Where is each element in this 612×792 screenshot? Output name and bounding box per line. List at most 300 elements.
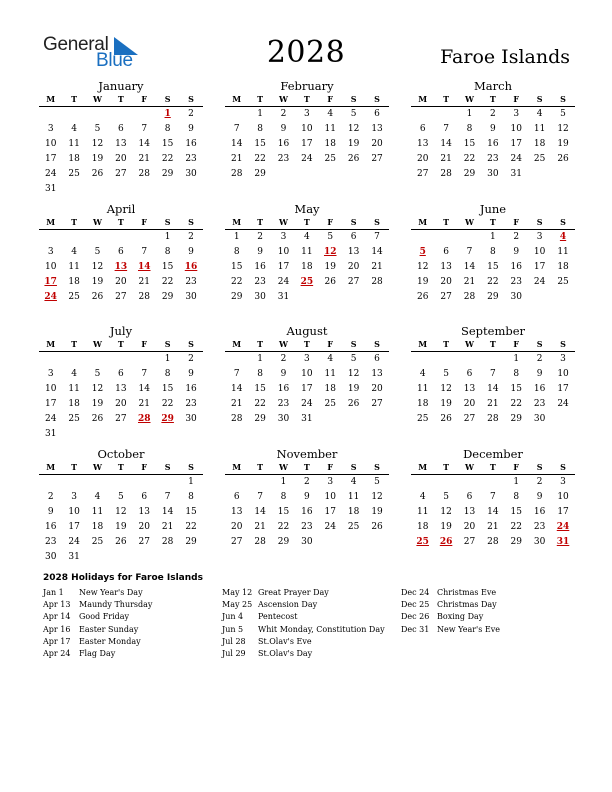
day-cell: 29: [185, 537, 197, 547]
day-cell: 20: [230, 522, 243, 532]
month-october: [39, 447, 203, 565]
weekday-header: S: [164, 339, 171, 349]
day-cell: 26: [91, 414, 104, 424]
day-cell: 21: [161, 522, 174, 532]
day-cell: 18: [324, 384, 336, 394]
day-cell: 4: [327, 354, 334, 364]
holiday-name: Pentecost: [258, 612, 298, 622]
month-title: April: [106, 202, 136, 216]
weekday-header: S: [374, 217, 380, 227]
day-cell: 8: [490, 247, 496, 257]
calendar-year: 2028: [266, 35, 346, 70]
week-row: [411, 382, 575, 397]
day-cell: 8: [513, 369, 520, 379]
month-september: [411, 324, 575, 427]
holiday-date: Apr 24: [43, 648, 71, 658]
day-cell: 28: [230, 414, 243, 424]
month-january: [39, 79, 203, 197]
day-cell: 19: [91, 399, 104, 409]
empty-day-cell: [342, 412, 365, 427]
month-august: [225, 324, 389, 427]
weekday-header: S: [350, 217, 357, 227]
day-cell: 29: [254, 169, 266, 179]
day-cell: 31: [510, 169, 522, 179]
day-cell: 4: [350, 477, 357, 487]
day-cell: 3: [47, 369, 54, 379]
day-cell: 15: [254, 139, 266, 149]
holiday-day-cell: 12: [323, 247, 337, 257]
empty-day-cell: [365, 167, 388, 182]
day-cell: 17: [44, 154, 57, 164]
day-cell: 2: [513, 232, 520, 242]
month-june: [411, 202, 575, 305]
day-cell: 14: [440, 139, 452, 149]
day-cell: 28: [487, 537, 499, 547]
day-cell: 19: [557, 139, 569, 149]
day-cell: 3: [536, 232, 543, 242]
day-cell: 5: [350, 109, 357, 119]
month-title: October: [97, 447, 145, 461]
day-cell: 9: [280, 369, 287, 379]
day-cell: 25: [68, 169, 80, 179]
day-cell: 28: [487, 414, 499, 424]
day-cell: 30: [44, 552, 57, 562]
day-cell: 31: [68, 552, 80, 562]
month-march: [411, 79, 575, 182]
day-cell: 30: [185, 169, 197, 179]
day-cell: 18: [324, 139, 336, 149]
holiday-item: [43, 599, 152, 611]
weekday-header: S: [350, 462, 357, 472]
day-cell: 13: [440, 262, 452, 272]
week-row: [411, 475, 575, 490]
week-row: [225, 505, 389, 520]
day-cell: 6: [118, 247, 124, 257]
empty-day-cell: [319, 290, 342, 305]
day-cell: 26: [557, 154, 569, 164]
weekday-header: M: [418, 339, 428, 349]
week-row: [39, 490, 203, 505]
weekday-header: T: [71, 94, 78, 104]
weekday-header: S: [374, 94, 380, 104]
day-cell: 15: [487, 262, 499, 272]
holiday-date: Jan 1: [43, 588, 64, 597]
empty-day-cell: [133, 475, 156, 490]
day-cell: 29: [254, 414, 266, 424]
day-cell: 5: [560, 109, 566, 119]
month-title: May: [294, 202, 320, 216]
holiday-name: Ascension Day: [258, 600, 318, 610]
day-cell: 10: [68, 507, 80, 517]
day-cell: 22: [230, 277, 243, 287]
day-cell: 16: [185, 384, 197, 394]
holiday-date: Apr 14: [43, 612, 71, 622]
holiday-column: [222, 587, 385, 660]
empty-day-cell: [342, 290, 365, 305]
week-row: [411, 290, 575, 305]
day-cell: 16: [185, 139, 197, 149]
day-cell: 30: [277, 414, 290, 424]
day-cell: 29: [277, 537, 290, 547]
day-cell: 8: [257, 124, 263, 134]
holiday-item: [43, 624, 152, 636]
empty-day-cell: [458, 352, 481, 367]
day-cell: 10: [44, 384, 57, 394]
day-cell: 19: [371, 507, 383, 517]
day-cell: 17: [277, 262, 290, 272]
day-cell: 6: [118, 369, 124, 379]
weekday-header: S: [536, 462, 543, 472]
weekday-header: M: [418, 94, 428, 104]
month-july: [39, 324, 203, 442]
day-cell: 28: [254, 537, 266, 547]
empty-day-cell: [39, 107, 62, 122]
weekday-header: S: [188, 217, 194, 227]
day-cell: 17: [510, 139, 522, 149]
weekday-header-row: [225, 461, 389, 475]
day-cell: 3: [71, 492, 77, 502]
empty-day-cell: [156, 475, 179, 490]
weekday-header: M: [232, 217, 242, 227]
day-cell: 21: [440, 154, 452, 164]
holiday-name: Boxing Day: [437, 612, 484, 622]
day-cell: 14: [487, 384, 499, 394]
empty-day-cell: [86, 475, 109, 490]
weekday-header: S: [164, 462, 171, 472]
day-cell: 1: [280, 477, 287, 487]
day-cell: 23: [254, 277, 266, 287]
day-cell: 6: [466, 492, 473, 502]
day-cell: 21: [487, 399, 499, 409]
holiday-name: Flag Day: [79, 648, 116, 658]
weekday-header: S: [536, 217, 543, 227]
day-cell: 17: [557, 507, 569, 517]
day-cell: 2: [188, 232, 194, 242]
day-cell: 29: [230, 292, 243, 302]
empty-day-cell: [39, 475, 62, 490]
day-cell: 5: [94, 124, 101, 134]
month-february: [225, 79, 389, 182]
month-title: February: [280, 79, 334, 93]
generalblue-logo: [43, 34, 143, 70]
day-cell: 30: [533, 414, 546, 424]
empty-day-cell: [62, 427, 85, 442]
holiday-date: Dec 25: [401, 600, 430, 610]
day-cell: 5: [443, 492, 449, 502]
week-row: [225, 275, 389, 290]
empty-day-cell: [319, 167, 342, 182]
empty-day-cell: [528, 290, 551, 305]
day-cell: 11: [416, 507, 429, 517]
weekday-header: T: [443, 339, 450, 349]
day-cell: 8: [164, 124, 171, 134]
day-cell: 9: [536, 369, 543, 379]
week-row: [411, 107, 575, 122]
day-cell: 9: [47, 507, 54, 517]
day-cell: 4: [419, 369, 426, 379]
day-cell: 15: [185, 507, 197, 517]
month-title: November: [276, 447, 338, 461]
empty-day-cell: [133, 182, 156, 197]
week-row: [411, 230, 575, 245]
day-cell: 27: [115, 414, 127, 424]
holiday-name: Whit Monday, Constitution Day: [258, 624, 385, 634]
day-cell: 4: [536, 109, 543, 119]
weekday-header: M: [46, 94, 56, 104]
day-cell: 7: [490, 369, 496, 379]
empty-day-cell: [225, 475, 248, 490]
day-cell: 16: [487, 139, 499, 149]
weekday-header: W: [464, 339, 474, 349]
day-cell: 24: [68, 537, 80, 547]
day-cell: 29: [463, 169, 476, 179]
empty-day-cell: [133, 230, 156, 245]
holiday-day-cell: 16: [184, 262, 198, 272]
day-cell: 26: [440, 414, 452, 424]
day-cell: 29: [510, 414, 522, 424]
holiday-item: [222, 611, 385, 623]
day-cell: 1: [233, 232, 240, 242]
weekday-header: W: [278, 339, 288, 349]
day-cell: 8: [188, 492, 194, 502]
empty-day-cell: [342, 167, 365, 182]
day-cell: 6: [419, 124, 426, 134]
day-cell: 11: [557, 247, 569, 257]
week-row: [39, 182, 203, 197]
empty-day-cell: [295, 167, 318, 182]
empty-day-cell: [39, 230, 62, 245]
day-cell: 22: [185, 522, 197, 532]
week-row: [39, 275, 203, 290]
day-cell: 5: [94, 247, 101, 257]
day-cell: 20: [463, 399, 476, 409]
week-row: [411, 122, 575, 137]
weekday-header: T: [257, 94, 264, 104]
day-cell: 15: [161, 262, 174, 272]
day-cell: 18: [301, 262, 313, 272]
day-cell: 7: [374, 232, 380, 242]
day-cell: 20: [371, 384, 383, 394]
empty-day-cell: [179, 182, 202, 197]
day-cell: 6: [374, 354, 380, 364]
weekday-header: W: [278, 217, 288, 227]
day-cell: 10: [301, 369, 313, 379]
day-cell: 3: [327, 477, 334, 487]
day-cell: 23: [533, 399, 546, 409]
day-cell: 11: [91, 507, 104, 517]
weekday-header: T: [71, 339, 78, 349]
empty-day-cell: [225, 352, 248, 367]
day-cell: 3: [304, 354, 310, 364]
day-cell: 20: [138, 522, 150, 532]
week-row: [225, 475, 389, 490]
day-cell: 31: [301, 414, 313, 424]
holiday-item: [401, 611, 500, 623]
weekday-header: M: [46, 339, 56, 349]
weekday-header: F: [141, 339, 148, 349]
day-cell: 19: [440, 522, 452, 532]
day-cell: 15: [230, 262, 243, 272]
empty-day-cell: [179, 550, 202, 565]
day-cell: 15: [277, 507, 290, 517]
weekday-header-row: [225, 93, 389, 107]
holiday-day-cell: 24: [44, 292, 57, 302]
day-cell: 8: [280, 492, 287, 502]
day-cell: 29: [161, 292, 174, 302]
day-cell: 2: [257, 232, 263, 242]
day-cell: 25: [68, 414, 80, 424]
empty-day-cell: [133, 107, 156, 122]
day-cell: 26: [347, 399, 360, 409]
day-cell: 10: [324, 492, 336, 502]
week-row: [225, 490, 389, 505]
day-cell: 24: [510, 154, 522, 164]
day-cell: 21: [371, 262, 383, 272]
day-cell: 27: [115, 169, 127, 179]
empty-day-cell: [528, 167, 551, 182]
day-cell: 19: [347, 384, 360, 394]
weekday-header-row: [411, 461, 575, 475]
day-cell: 7: [443, 124, 449, 134]
empty-day-cell: [411, 107, 434, 122]
day-cell: 2: [47, 492, 54, 502]
day-cell: 11: [533, 124, 546, 134]
day-cell: 27: [347, 277, 360, 287]
day-cell: 20: [440, 277, 452, 287]
day-cell: 30: [510, 292, 522, 302]
empty-day-cell: [86, 230, 109, 245]
week-row: [225, 245, 389, 260]
holiday-item: [401, 599, 500, 611]
weekday-header: F: [327, 462, 334, 472]
day-cell: 28: [138, 292, 150, 302]
week-row: [411, 352, 575, 367]
day-cell: 27: [138, 537, 150, 547]
holiday-item: [222, 587, 385, 599]
week-row: [225, 137, 389, 152]
week-row: [39, 352, 203, 367]
day-cell: 28: [463, 292, 476, 302]
week-row: [225, 367, 389, 382]
weekday-header: T: [71, 217, 78, 227]
holiday-day-cell: 31: [556, 537, 570, 547]
empty-day-cell: [156, 427, 179, 442]
day-cell: 4: [327, 109, 334, 119]
holiday-date: Jun 5: [222, 624, 244, 634]
day-cell: 25: [557, 277, 569, 287]
empty-day-cell: [133, 550, 156, 565]
empty-day-cell: [458, 230, 481, 245]
week-row: [411, 367, 575, 382]
day-cell: 1: [257, 354, 263, 364]
day-cell: 12: [440, 384, 452, 394]
month-title: July: [109, 324, 133, 338]
day-cell: 27: [230, 537, 243, 547]
day-cell: 5: [374, 477, 380, 487]
empty-day-cell: [434, 475, 457, 490]
week-row: [411, 520, 575, 535]
week-row: [225, 260, 389, 275]
day-cell: 2: [304, 477, 310, 487]
day-cell: 22: [161, 154, 174, 164]
day-cell: 13: [115, 139, 127, 149]
weekday-header: W: [92, 462, 102, 472]
empty-day-cell: [86, 107, 109, 122]
day-cell: 23: [185, 399, 197, 409]
day-cell: 23: [44, 537, 57, 547]
day-cell: 18: [347, 507, 360, 517]
day-cell: 6: [374, 109, 380, 119]
holiday-day-cell: 25: [300, 277, 314, 287]
day-cell: 26: [91, 292, 104, 302]
day-cell: 27: [371, 399, 383, 409]
weekday-header: T: [489, 462, 496, 472]
day-cell: 4: [71, 247, 77, 257]
weekday-header: M: [418, 462, 428, 472]
holiday-date: Dec 26: [401, 612, 430, 622]
day-cell: 24: [301, 154, 313, 164]
day-cell: 7: [141, 124, 148, 134]
empty-day-cell: [551, 412, 574, 427]
day-cell: 19: [91, 277, 104, 287]
day-cell: 14: [161, 507, 174, 517]
empty-day-cell: [133, 352, 156, 367]
day-cell: 26: [347, 154, 360, 164]
week-row: [411, 397, 575, 412]
weekday-header: W: [464, 217, 474, 227]
day-cell: 12: [91, 139, 104, 149]
weekday-header: S: [560, 94, 566, 104]
day-cell: 13: [115, 384, 127, 394]
empty-day-cell: [86, 352, 109, 367]
day-cell: 9: [188, 369, 194, 379]
empty-day-cell: [62, 475, 85, 490]
holiday-name: Christmas Day: [437, 600, 497, 610]
day-cell: 15: [463, 139, 476, 149]
day-cell: 15: [510, 384, 522, 394]
day-cell: 13: [138, 507, 150, 517]
day-cell: 2: [188, 109, 194, 119]
empty-day-cell: [109, 475, 132, 490]
weekday-header-row: [225, 216, 389, 230]
week-row: [411, 245, 575, 260]
week-row: [39, 167, 203, 182]
day-cell: 15: [161, 384, 174, 394]
week-row: [39, 367, 203, 382]
day-cell: 14: [138, 384, 150, 394]
empty-day-cell: [411, 475, 434, 490]
day-cell: 7: [141, 247, 148, 257]
weekday-header: F: [513, 462, 520, 472]
day-cell: 14: [230, 139, 243, 149]
day-cell: 20: [416, 154, 429, 164]
empty-day-cell: [86, 182, 109, 197]
weekday-header-row: [411, 93, 575, 107]
day-cell: 24: [44, 169, 57, 179]
day-cell: 5: [118, 492, 124, 502]
weekday-header: S: [350, 339, 357, 349]
day-cell: 25: [533, 154, 546, 164]
day-cell: 12: [440, 507, 452, 517]
weekday-header: T: [117, 217, 124, 227]
weekday-header: F: [141, 94, 148, 104]
day-cell: 23: [301, 522, 313, 532]
day-cell: 12: [115, 507, 127, 517]
holiday-name: Easter Sunday: [79, 624, 139, 634]
weekday-header: T: [303, 94, 310, 104]
day-cell: 14: [254, 507, 266, 517]
weekday-header: W: [92, 339, 102, 349]
